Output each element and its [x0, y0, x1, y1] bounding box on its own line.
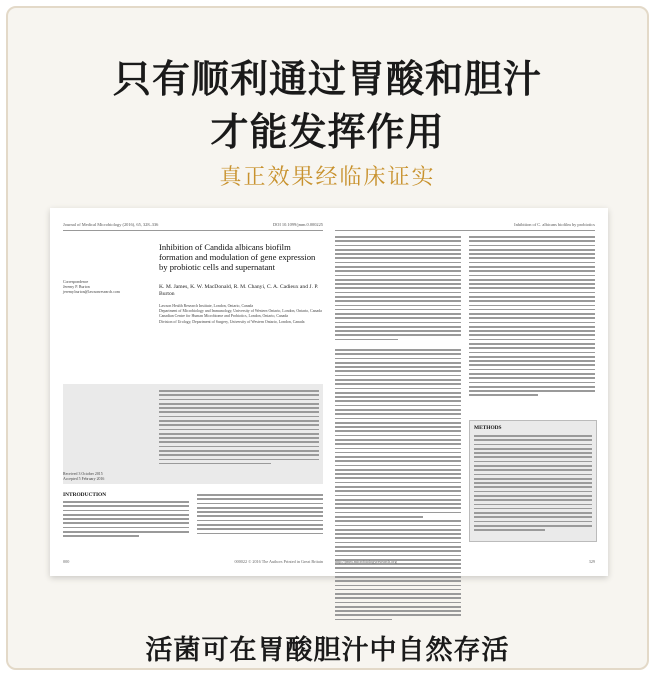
- paper-footer-left: [63, 559, 323, 564]
- headline-line-1: 只有顺利通过胃酸和胆汁: [112, 57, 542, 101]
- product-card-frame: [6, 6, 649, 670]
- intro-column: [63, 492, 189, 537]
- headline-line-2: 才能发挥作用: [210, 110, 445, 154]
- paper-doi: DOI 10.1099/jmm.0.000225: [272, 222, 323, 227]
- header-rule: [63, 230, 323, 231]
- paper-title: Inhibition of Candida albicans biofilm formation and modulation of gene expression by probiotic cells and supernatant: [159, 242, 316, 272]
- paper-abstract: [63, 384, 323, 484]
- methods-box: [469, 420, 597, 542]
- body-column-1: [335, 236, 461, 623]
- methods-heading: METHODS: [474, 425, 502, 431]
- copyright-line: 000022 © 2016 The Authors Printed in Great Britain: [234, 559, 323, 564]
- journal-name: Journal of Medical Microbiology (2016), 65, 328–336: [63, 222, 159, 227]
- intro-heading: INTRODUCTION: [63, 492, 107, 498]
- headline-subtitle: 真正效果经临床证实: [219, 165, 436, 190]
- page-number-right: 329: [588, 559, 595, 564]
- methods-text-lines: [474, 435, 592, 533]
- abstract-text-lines: [159, 390, 319, 467]
- paper-page-left: [63, 222, 323, 564]
- page-number: 000: [63, 559, 70, 564]
- paper-footer-right: [335, 559, 595, 564]
- paper-page-right: [335, 222, 595, 564]
- journal-url: http://jmm.microbiologyresearch.org: [335, 559, 397, 564]
- paper-received-dates: Received 3 October 2015 Accepted 5 February 2016: [63, 472, 105, 482]
- bottom-caption: 活菌可在胃酸胆汁中自然存活: [145, 635, 510, 666]
- intro-text-lines: [63, 501, 189, 537]
- research-paper-image: [50, 208, 608, 576]
- header-rule-right: [335, 230, 595, 231]
- paper-authors: K. M. James, K. W. MacDonald, R. M. Chanyi, C. A. Cadieux and J. P. Burton: [159, 284, 319, 297]
- intro-column-2: [197, 494, 323, 537]
- running-header: Inhibition of C. albicans biofilm by probiotics: [514, 222, 595, 227]
- paper-correspondence: Correspondence Jeremy P. Burton jeremy.burton@lawsonresearch.com: [63, 280, 120, 295]
- body-column-2: [469, 236, 595, 399]
- paper-header: [63, 222, 323, 227]
- paper-affiliations: Lawson Health Research Institute, London, Ontario, Canada Department of Microbiology and Immunology, University of Western Ontario, London, Ontario, Canada Canadian Centre for Human Microbiome and Probiotics, London, Ontario, Canada Division of Urology, Department of Surgery, University of Western Ontario, London, Canada: [159, 304, 322, 324]
